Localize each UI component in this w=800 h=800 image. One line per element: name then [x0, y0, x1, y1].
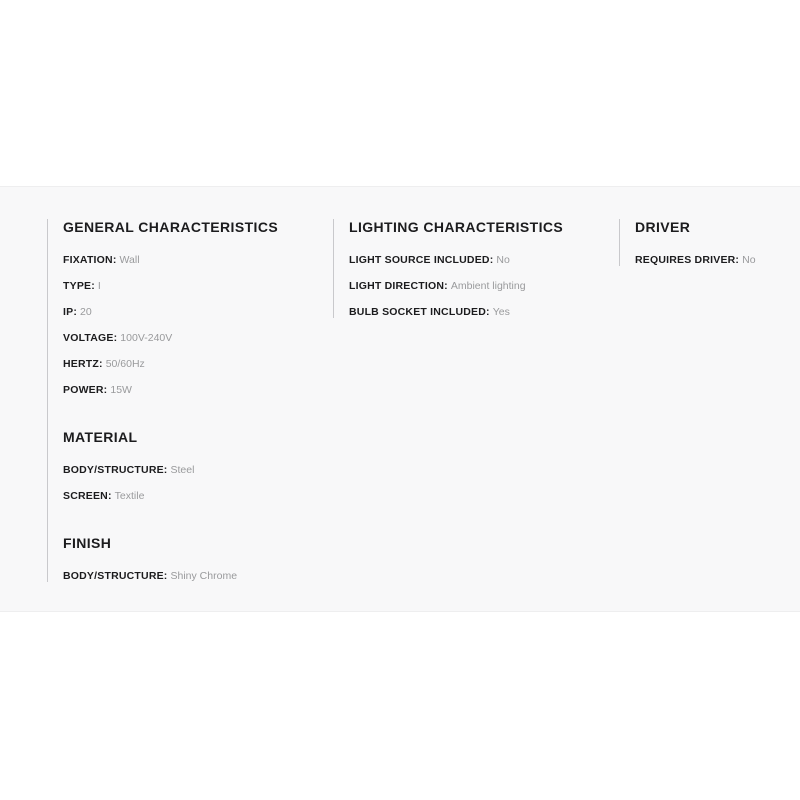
spec-value: Shiny Chrome — [170, 570, 238, 582]
spec-label: BODY/STRUCTURE: — [63, 464, 168, 476]
section-title: MATERIAL — [63, 429, 138, 445]
spec-row — [349, 306, 619, 318]
spec-value: 15W — [110, 384, 132, 396]
section-rows — [63, 464, 333, 502]
section-rows — [349, 254, 619, 318]
spec-row — [63, 570, 333, 582]
spec-value: 20 — [80, 306, 92, 318]
spec-label: LIGHT SOURCE INCLUDED: — [349, 254, 494, 266]
spec-row — [63, 464, 333, 476]
spec-label: LIGHT DIRECTION: — [349, 280, 448, 292]
section-title: FINISH — [63, 535, 112, 551]
spec-label: FIXATION: — [63, 254, 117, 266]
section-title: DRIVER — [635, 219, 691, 235]
spec-row — [63, 280, 333, 292]
spec-row — [63, 332, 333, 344]
spec-row — [63, 358, 333, 370]
spec-section-lighting-characteristics — [349, 219, 619, 318]
spec-label: BULB SOCKET INCLUDED: — [349, 306, 490, 318]
spec-label: POWER: — [63, 384, 108, 396]
spec-label: IP: — [63, 306, 78, 318]
spec-column-3 — [619, 219, 800, 266]
spec-label: HERTZ: — [63, 358, 103, 370]
spec-row — [349, 280, 619, 292]
spec-columns — [47, 219, 800, 582]
spec-section-material — [63, 429, 333, 502]
spec-column-2 — [333, 219, 619, 318]
section-title: LIGHTING CHARACTERISTICS — [349, 219, 564, 235]
spec-label: VOLTAGE: — [63, 332, 118, 344]
spec-row — [635, 254, 800, 266]
spec-label: SCREEN: — [63, 490, 112, 502]
spec-section-finish — [63, 535, 333, 582]
spec-value: No — [742, 254, 756, 266]
section-rows — [63, 254, 333, 396]
spec-value: 100V-240V — [120, 332, 173, 344]
spec-value: Ambient lighting — [450, 280, 526, 292]
section-title: GENERAL CHARACTERISTICS — [63, 219, 279, 235]
spec-row — [63, 490, 333, 502]
spec-value: Steel — [170, 464, 195, 476]
spec-row — [63, 254, 333, 266]
spec-value: Wall — [119, 254, 140, 266]
spec-value: Textile — [114, 490, 145, 502]
spec-column-1 — [47, 219, 333, 582]
spec-section-general-characteristics — [63, 219, 333, 396]
spec-label: BODY/STRUCTURE: — [63, 570, 168, 582]
spec-label: TYPE: — [63, 280, 95, 292]
section-rows — [63, 570, 333, 582]
spec-value: Yes — [492, 306, 510, 318]
spec-section-driver — [635, 219, 800, 266]
spec-value: 50/60Hz — [105, 358, 145, 370]
spec-row — [63, 384, 333, 396]
spec-row — [349, 254, 619, 266]
specifications-panel — [0, 186, 800, 612]
spec-row — [63, 306, 333, 318]
spec-label: REQUIRES DRIVER: — [635, 254, 740, 266]
spec-value: No — [496, 254, 510, 266]
spec-value: I — [97, 280, 101, 292]
section-rows — [635, 254, 800, 266]
